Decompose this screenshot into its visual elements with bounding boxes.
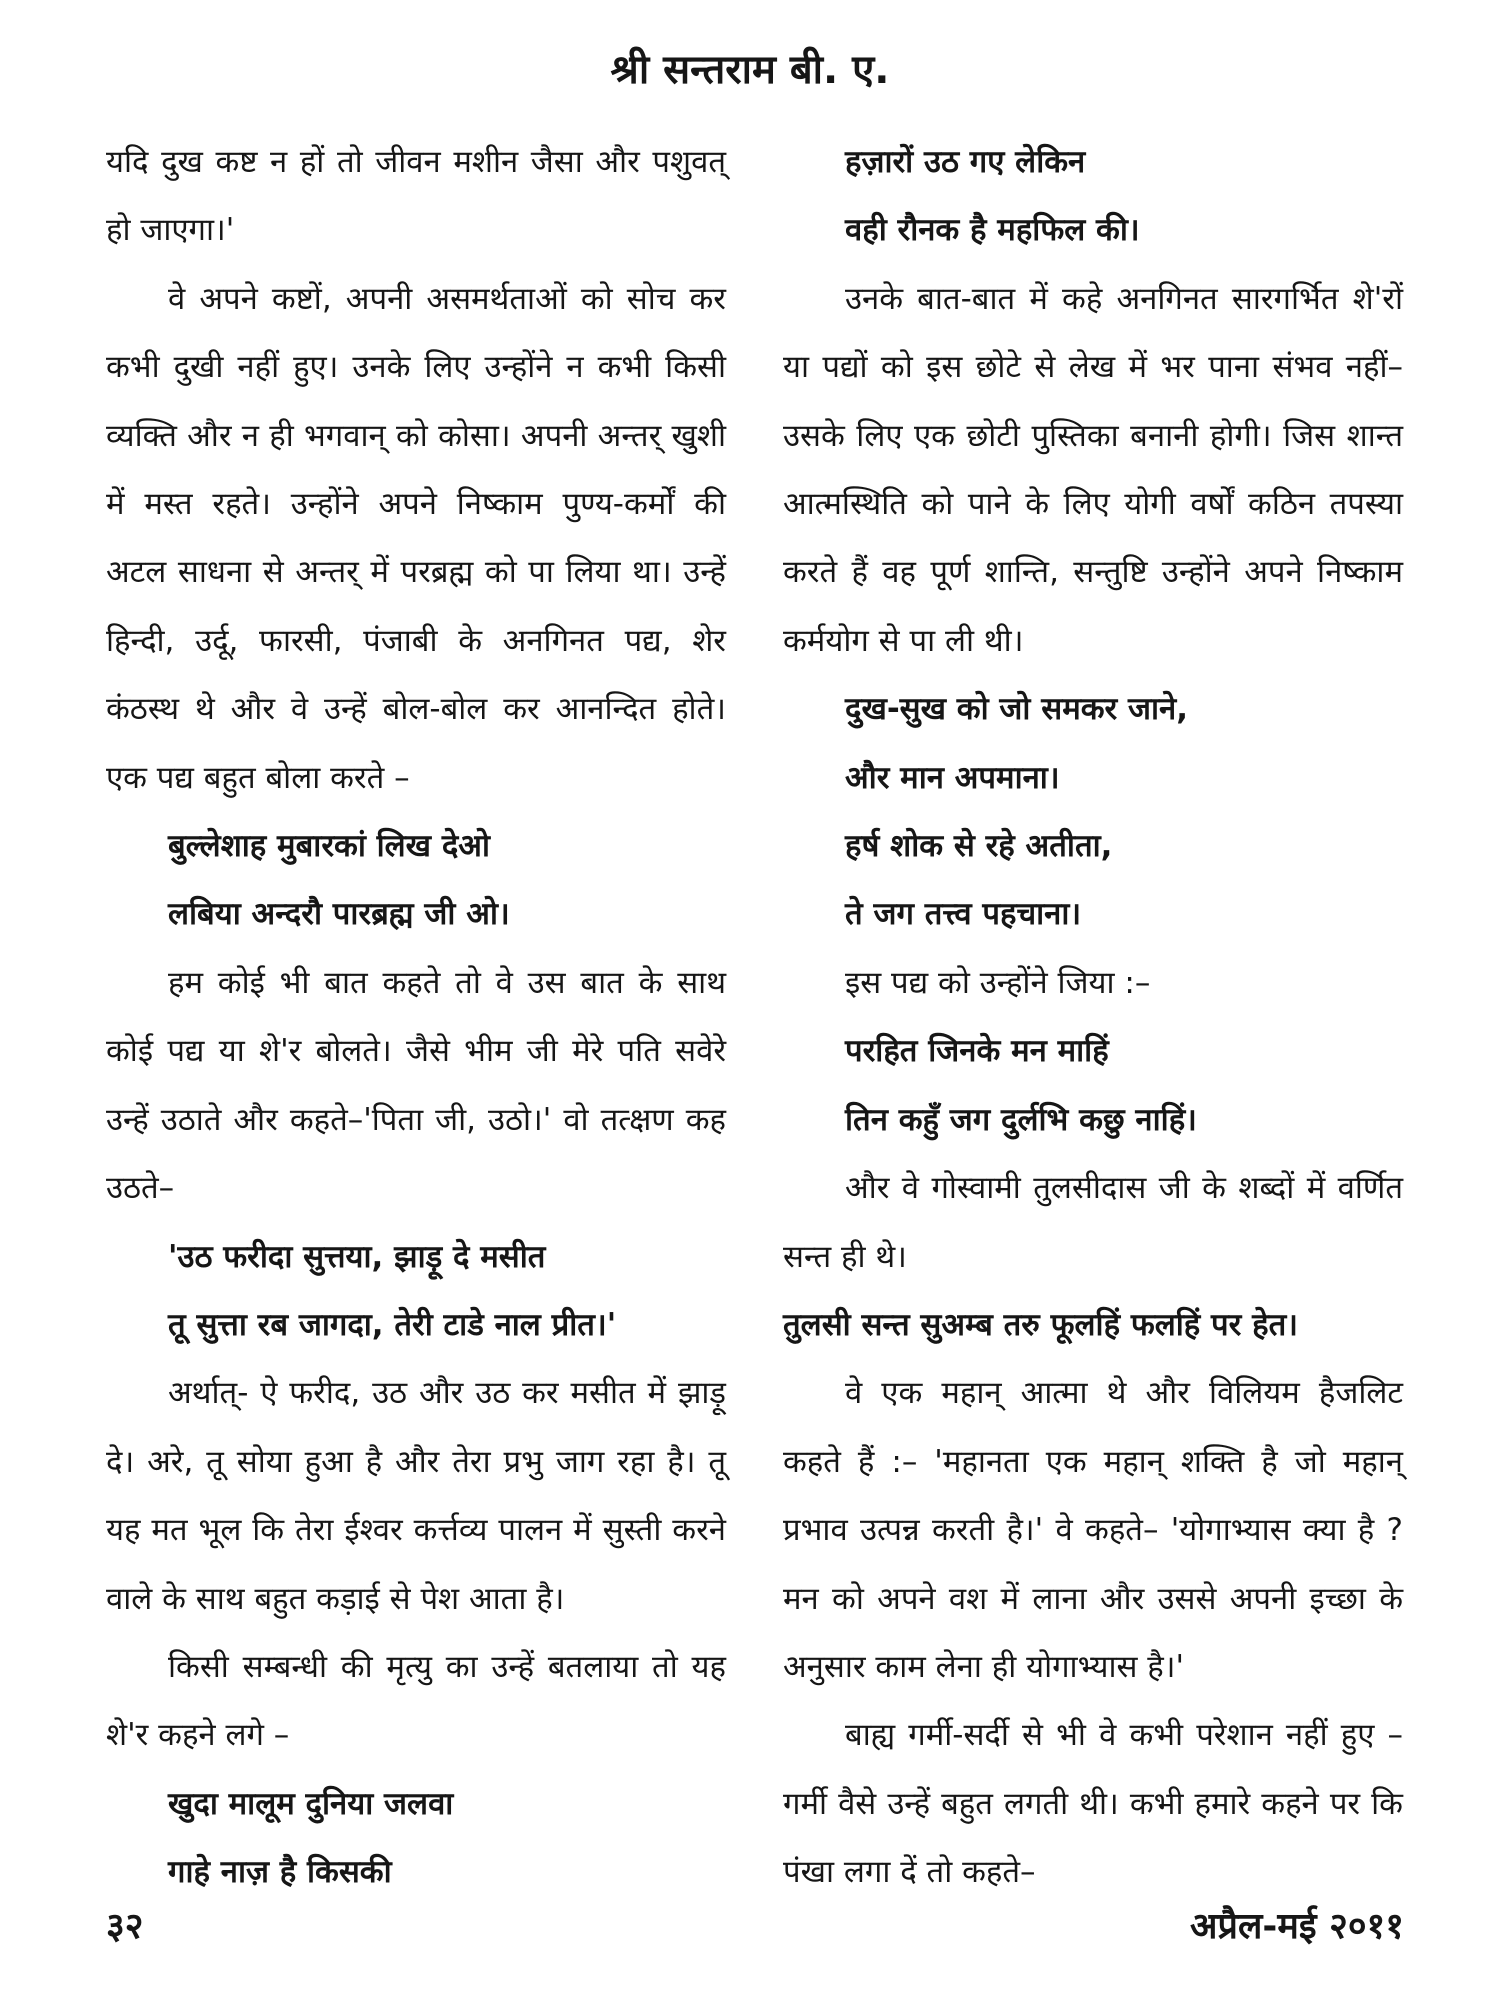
paragraph: इस पद्य को उन्होंने जिया :– <box>845 964 1151 1001</box>
right-column <box>783 128 1403 1907</box>
paragraph: और वे गोस्वामी तुलसीदास जी के शब्दों में वर्णित सन्त ही थे। <box>783 1170 1403 1275</box>
verse-line: तुलसी सन्त सुअम्ब तरु फूलहिं फलहिं पर हेत। <box>783 1306 1299 1343</box>
verse-line: लबिया अन्दरौ पारब्रह्म जी ओ। <box>168 896 510 933</box>
paragraph: किसी सम्बन्धी की मृत्यु का उन्हें बतलाया तो यह शे'र कहने लगे – <box>106 1648 726 1754</box>
paragraph: हम कोई भी बात कहते तो वे उस बात के साथ कोई पद्य या शे'र बोलते। जैसे भीम जी मेरे पति सवेरे उन्हें उठाते और कहते–'पिता जी, उठो।' वो तत्क्षण कह उठते– <box>106 964 726 1207</box>
verse-line: और मान अपमाना। <box>845 759 1060 796</box>
verse-line: हर्ष शोक से रहे अतीता, <box>845 828 1113 865</box>
verse-line: ते जग तत्त्व पहचाना। <box>845 896 1082 933</box>
paragraph: बाह्य गर्मी-सर्दी से भी वे कभी परेशान नहीं हुए – गर्मी वैसे उन्हें बहुत लगती थी। कभी हमारे कहने पर कि पंखा लगा दें तो कहते– <box>783 1717 1403 1891</box>
verse-line: 'उठ फरीदा सुत्तया, झाड़ू दे मसीत <box>168 1238 546 1275</box>
paragraph: वे एक महान् आत्मा थे और विलियम हैजलिट कहते हैं :– 'महानता एक महान् शक्ति है जो महान् प्रभाव उत्पन्न करती है।' वे कहते– 'योगाभ्यास क्या है ? मन को अपने वश में लाना और उससे अपनी इच्छा के अनुसार काम लेना ही योगाभ्यास है।' <box>783 1375 1403 1685</box>
paragraph: यदि दुख कष्ट न हों तो जीवन मशीन जैसा और पशुवत् हो जाएगा।' <box>106 144 726 249</box>
page-number: ३२ <box>106 1906 144 1947</box>
page-header-title: श्री सन्तराम बी. ए. <box>610 47 890 93</box>
verse-line: परहित जिनके मन माहिं <box>845 1033 1109 1070</box>
paragraph: उनके बात-बात में कहे अनगिनत सारगर्भित शे'रों या पद्यों को इस छोटे से लेख में भर पाना संभव नहीं–उसके लिए एक छोटी पुस्तिका बनानी होगी। जिस शान्त आत्मस्थिति को पाने के लिए योगी वर्षों कठिन तपस्या करते हैं वह पूर्ण शान्ति, सन्तुष्टि उन्होंने अपने निष्काम कर्मयोग से पा ली थी। <box>783 280 1403 659</box>
paragraph: वे अपने कष्टों, अपनी असमर्थताओं को सोच कर कभी दुखी नहीं हुए। उनके लिए उन्होंने न कभी किसी व्यक्ति और न ही भगवान् को कोसा। अपनी अन्तर् खुशी में मस्त रहते। उन्होंने अपने निष्काम पुण्य-कर्मों की अटल साधना से अन्तर् में परब्रह्म को पा लिया था। उन्हें हिन्दी, उर्दू, फारसी, पंजाबी के अनगिनत पद्य, शेर कंठस्थ थे और वे उन्हें बोल-बोल कर आनन्दित होते। एक पद्य बहुत बोला करते – <box>106 280 726 796</box>
verse-line: वही रौनक है महफिल की। <box>845 212 1140 249</box>
verse-line: दुख-सुख को जो समकर जाने, <box>845 691 1189 728</box>
verse-line: हज़ारों उठ गए लेकिन <box>845 144 1086 180</box>
verse-line: तू सुत्ता रब जागदा, तेरी टाडे नाल प्रीत।' <box>168 1306 617 1343</box>
verse-line: बुल्लेशाह मुबारकां लिख देओ <box>168 828 491 865</box>
paragraph: अर्थात्- ऐ फरीद, उठ और उठ कर मसीत में झाड़ू दे। अरे, तू सोया हुआ है और तेरा प्रभु जाग रहा है। तू यह मत भूल कि तेरा ईश्वर कर्त्तव्य पालन में सुस्ती करने वाले के साथ बहुत कड़ाई से पेश आता है। <box>106 1375 726 1617</box>
verse-line: खुदा मालूम दुनिया जलवा <box>168 1785 454 1822</box>
verse-line: तिन कहुँ जग दुर्लभि कछु नाहिं। <box>845 1101 1197 1138</box>
issue-date: अप्रैल-मई २०११ <box>1190 1906 1404 1947</box>
verse-line: गाहे नाज़ है किसकी <box>168 1854 392 1891</box>
left-column <box>106 128 726 1907</box>
